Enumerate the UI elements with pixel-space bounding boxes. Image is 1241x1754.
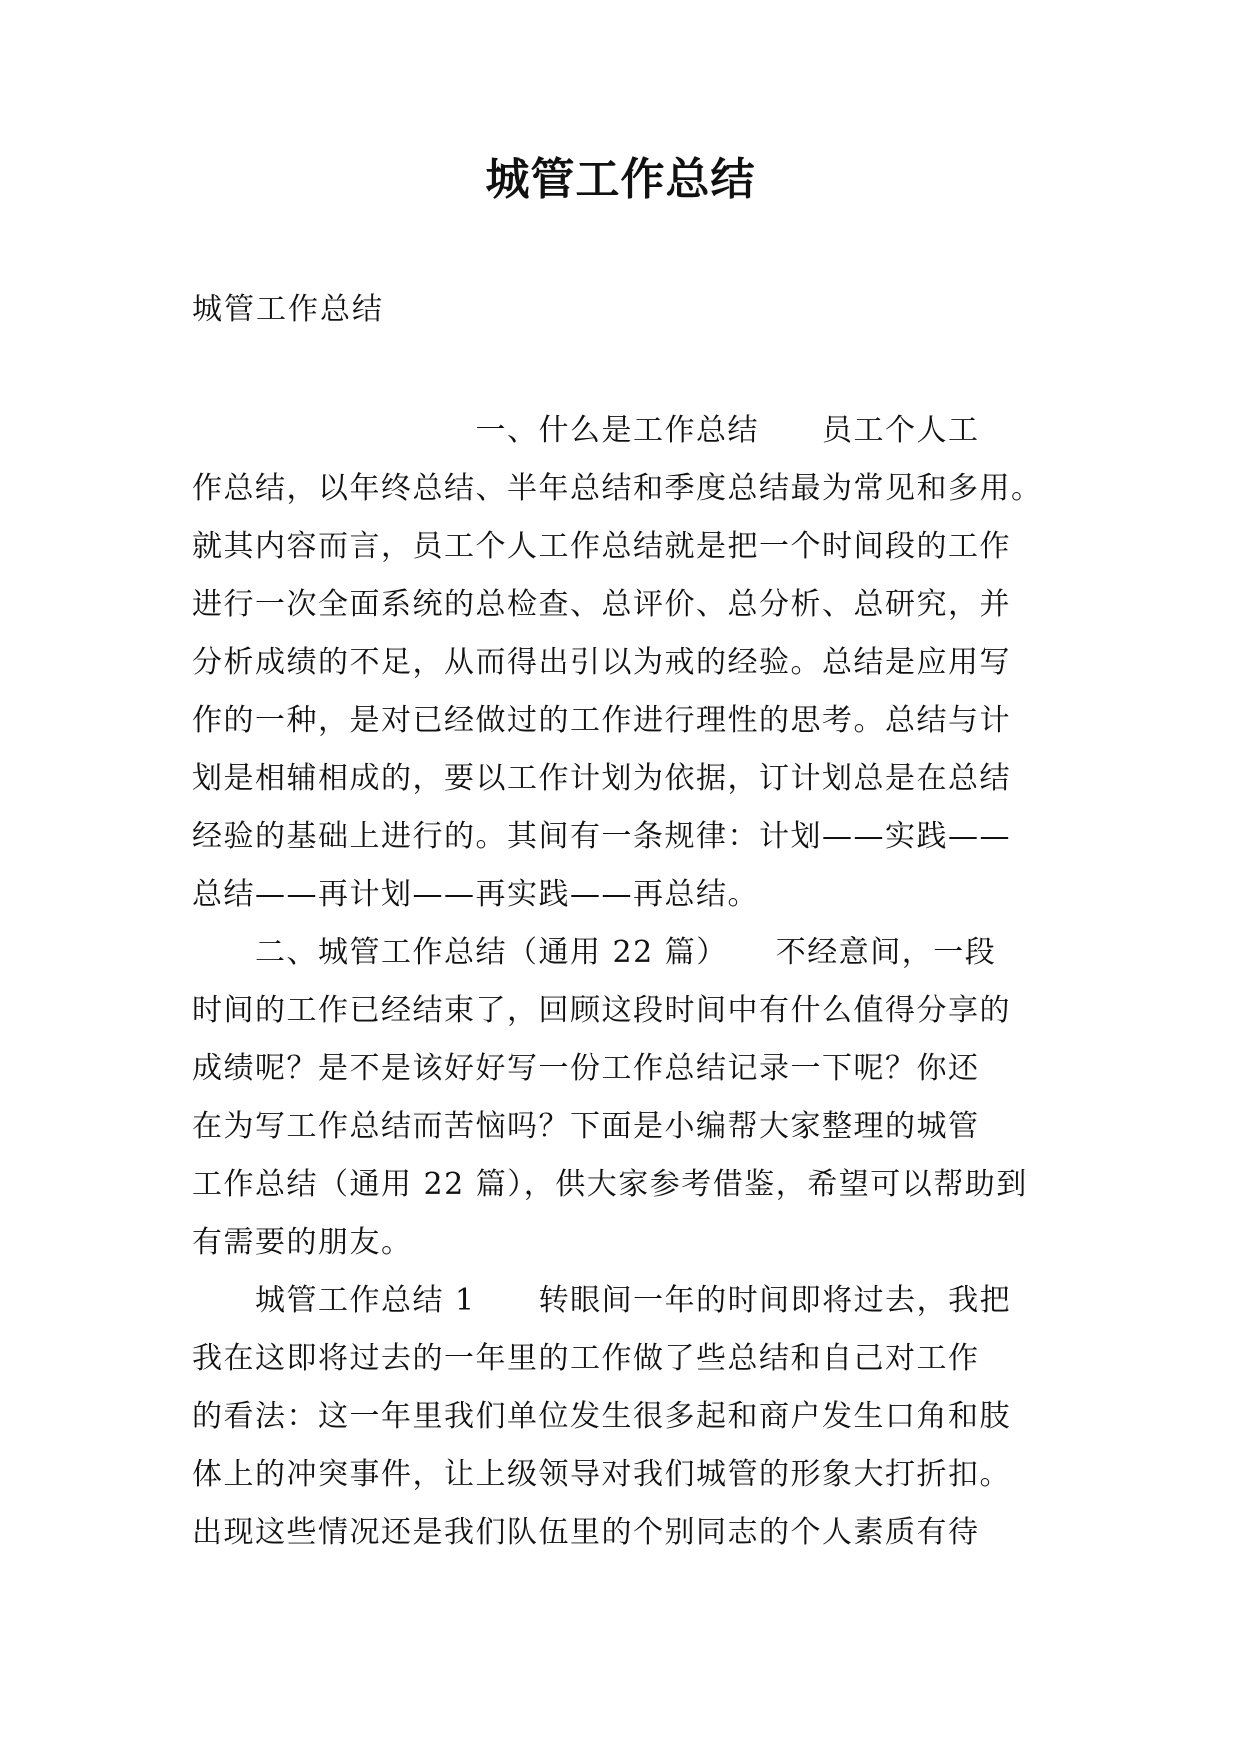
text-line: 就其内容而言，员工个人工作总结就是把一个时间段的工作	[192, 529, 1011, 564]
text-line: 体上的冲突事件，让上级领导对我们城管的形象大打折扣。	[192, 1457, 1011, 1492]
text-line: 作的一种，是对已经做过的工作进行理性的思考。总结与计	[192, 703, 1011, 738]
text-line: 出现这些情况还是我们队伍里的个别同志的个人素质有待	[192, 1515, 980, 1550]
text-line: 我在这即将过去的一年里的工作做了些总结和自己对工作	[192, 1341, 980, 1376]
document-subtitle: 城管工作总结	[192, 292, 384, 327]
text-line: 分析成绩的不足，从而得出引以为戒的经验。总结是应用写	[192, 645, 1011, 680]
text-line: 经验的基础上进行的。其间有一条规律：计划——实践——	[192, 819, 1011, 854]
text-line: 的看法：这一年里我们单位发生很多起和商户发生口角和肢	[192, 1399, 1011, 1434]
text-line: 在为写工作总结而苦恼吗？下面是小编帮大家整理的城管	[192, 1109, 980, 1144]
text-line: 时间的工作已经结束了，回顾这段时间中有什么值得分享的	[192, 993, 1011, 1028]
document-title: 城管工作总结	[485, 154, 756, 205]
text-line: 成绩呢？是不是该好好写一份工作总结记录一下呢？你还	[192, 1051, 980, 1086]
text-line: 划是相辅相成的，要以工作计划为依据，订计划总是在总结	[192, 761, 1011, 796]
text-line: 有需要的朋友。	[192, 1225, 413, 1260]
text-line: 二、城管工作总结（通用 22 篇） 不经意间，一段	[192, 935, 997, 970]
text-line: 进行一次全面系统的总检查、总评价、总分析、总研究，并	[192, 587, 1011, 622]
body-text	[192, 402, 1052, 1562]
text-line: 作总结，以年终总结、半年总结和季度总结最为常见和多用。	[192, 471, 1043, 506]
text-line: 一、什么是工作总结 员工个人工	[192, 413, 980, 448]
text-line: 工作总结（通用 22 篇），供大家参考借鉴，希望可以帮助到	[192, 1167, 1028, 1202]
text-line: 城管工作总结 1 转眼间一年的时间即将过去，我把	[192, 1283, 1012, 1318]
text-line: 总结——再计划——再实践——再总结。	[192, 877, 759, 912]
